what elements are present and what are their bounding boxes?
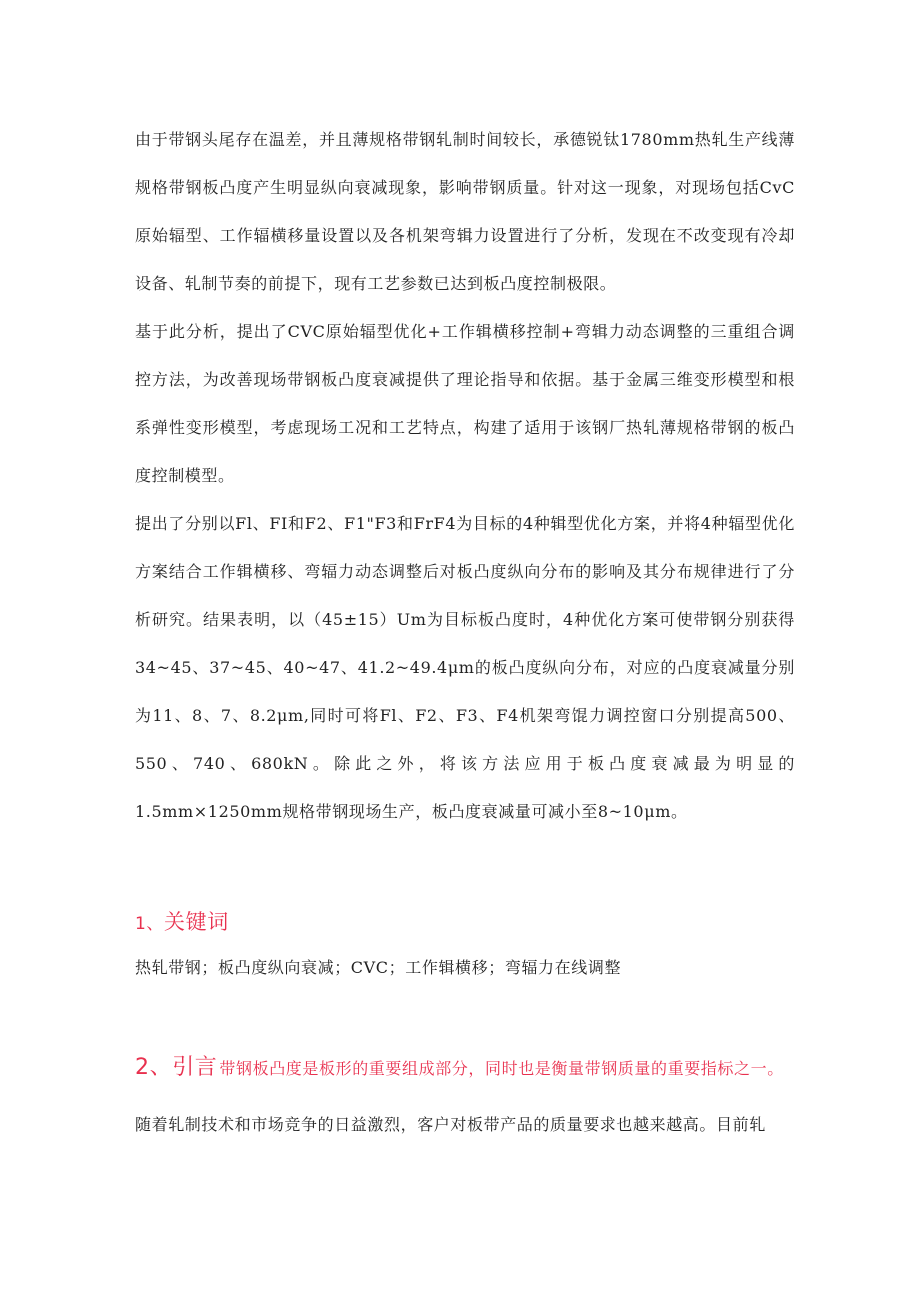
- keywords-heading-number: 1、: [135, 914, 165, 934]
- keywords-heading-text: 关键词: [164, 910, 229, 934]
- document-body: [135, 116, 795, 1149]
- abstract-paragraph-2: 基于此分析，提出了CVC原始辐型优化+工作辑横移控制+弯辑力动态调整的三重组合调控方法，为改善现场带钢板凸度衰减提供了理论指导和依据。基于金属三维变形模型和根系弹性变形模型，考虑现场工况和工艺特点，构建了适用于该钢厂热轧薄规格带钢的板凸度控制模型。: [135, 322, 795, 485]
- intro-lead-sentence: 带钢板凸度是板形的重要组成部分，同时也是衡量带钢质量的重要指标之一。: [219, 1059, 784, 1078]
- intro-heading-text: 引言: [172, 1055, 218, 1080]
- intro-heading: [135, 1055, 217, 1080]
- intro-heading-number: 2、: [135, 1055, 173, 1080]
- keywords-text: 热轧带钢；板凸度纵向衰减；CVC；工作辑横移；弯辐力在线调整: [135, 958, 622, 977]
- keywords-heading: [135, 898, 795, 948]
- intro-continuation: 随着轧制技术和市场竞争的日益激烈，客户对板带产品的质量要求也越来越高。目前轧: [135, 1115, 766, 1134]
- abstract-paragraph-3: 提出了分别以Fl、FI和F2、F1"F3和FrF4为目标的4种辑型优化方案，并将4种辐型优化方案结合工作辑横移、弯辐力动态调整后对板凸度纵向分布的影响及其分布规律进行了分析研究。结果表明，以（45±15）Um为目标板凸度时，4种优化方案可使带钢分别获得34~45、37~45、40~47、41.2~49.4μm的板凸度纵向分布，对应的凸度衰减量分别为11、8、7、8.2μm,同时可将Fl、F2、F3、F4机架弯馄力调控窗口分别提高500、550、740、680kN。除此之外，将该方法应用于板凸度衰减最为明显的1.5mm×1250mm规格带钢现场生产，板凸度衰减量可减小至8~10μm。: [135, 514, 795, 821]
- abstract-paragraph-1: 由于带钢头尾存在温差，并且薄规格带钢轧制时间较长，承德锐钛1780mm热轧生产线薄规格带钢板凸度产生明显纵向衰减现象，影响带钢质量。针对这一现象，对现场包括CvC原始辐型、工作辐横移量设置以及各机架弯辑力设置进行了分析，发现在不改变现有冷却设备、轧制节奏的前提下，现有工艺参数已达到板凸度控制极限。: [135, 130, 795, 293]
- intro-paragraph: [135, 1044, 795, 1149]
